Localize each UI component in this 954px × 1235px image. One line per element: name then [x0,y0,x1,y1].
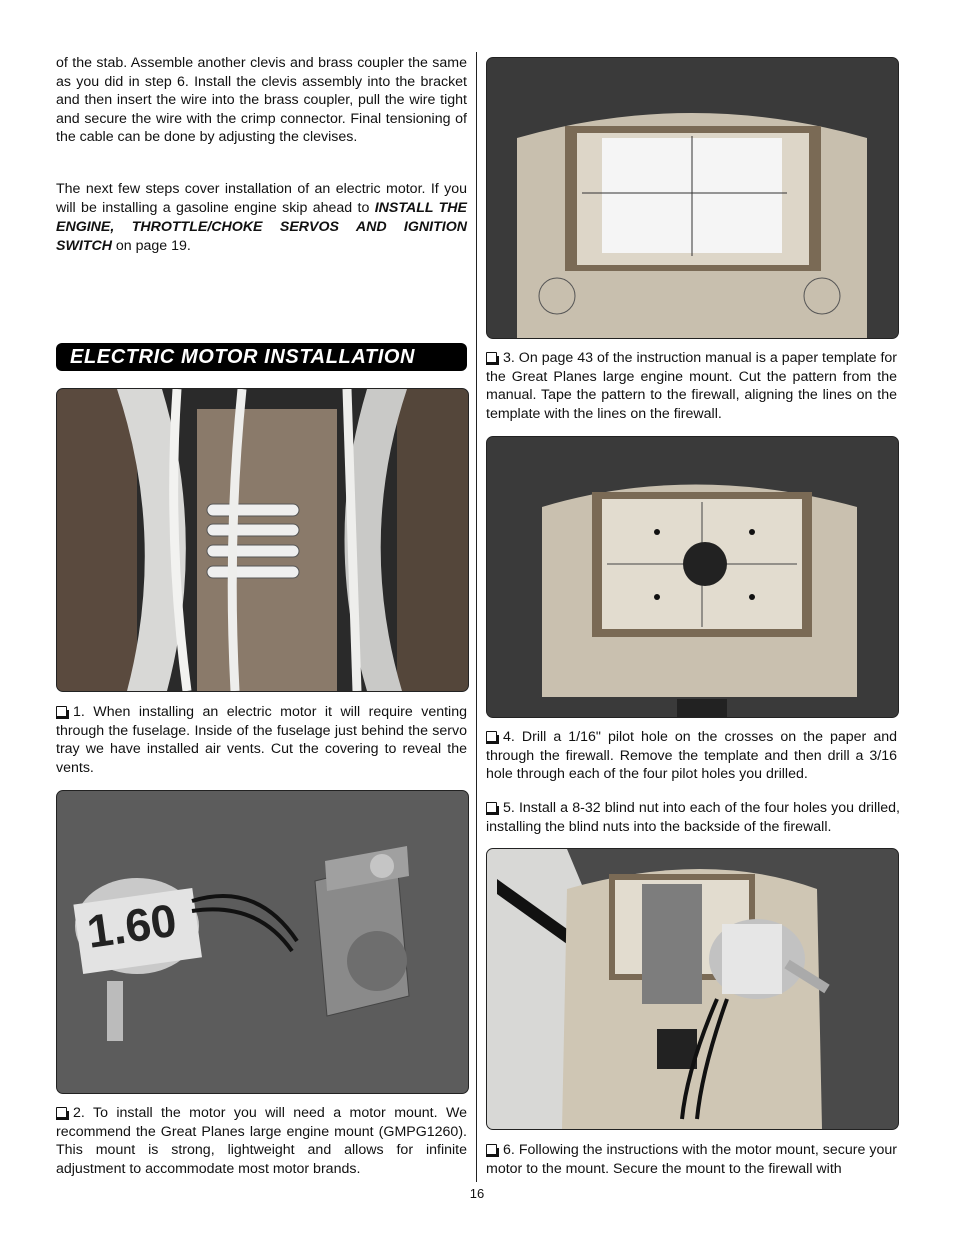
step-1-text [56,703,467,777]
step-6-label: 6. Following the instructions with the motor mount, secure your motor to the mount. Secure the mount to the firewall with [486,1142,897,1177]
step-4-label: 4. Drill a 1/16" pilot hole on the crosses on the paper and through the firewall. Remove the template and then drill a 3/16 hole through each of the four pilot holes you drilled. [486,729,897,783]
step-5-checkbox[interactable] [486,802,497,813]
page-number: 16 [469,1186,485,1201]
intro-continued-paragraph: of the stab. Assemble another clevis and brass coupler the same as you did in step 6. Install the clevis assembly into the bracket and then insert the wire into the brass coupler, pull the wire tight and secure the wire with the crimp connector. Final tensioning of the cable can be done by adjusting the clevises. [56,55,467,146]
note-text-1: The next few steps cover installation of an electric motor. If you will be installing a gasoline engine skip ahead to [56,181,467,216]
step-6-text [486,1141,897,1178]
gasoline-engine-link[interactable]: INSTALL THE ENGINE, THROTTLE/CHOKE SERVOS AND IGNITION SWITCH [56,200,467,254]
step-2-text [56,1104,467,1178]
column-divider [476,52,477,1182]
step-1-checkbox[interactable] [56,706,67,717]
step-3-label: 3. On page 43 of the instruction manual is a paper template for the Great Planes large engine mount. Cut the pattern from the manual. Tape the pattern to the firewall, aligning the lines on the template with the lines on the firewall. [486,350,897,422]
drilled-firewall-photo [486,436,899,718]
air-vents-photo [56,388,469,692]
step-3-checkbox[interactable] [486,352,497,363]
step-5-label: 5. Install a 8-32 blind nut into each of the four holes you drilled, installing the blind nuts into the backside of the firewall. [486,800,900,835]
step-2-checkbox[interactable] [56,1107,67,1118]
step-4-text [486,728,897,784]
section-title: ELECTRIC MOTOR INSTALLATION [56,343,467,371]
step-6-checkbox[interactable] [486,1144,497,1155]
step-5-text [486,799,900,836]
motor-mounted-photo [486,848,899,1130]
motor-label: 1.60 [83,893,180,958]
electric-motor-note [56,180,467,256]
step-2-label: 2. To install the motor you will need a motor mount. We recommend the Great Planes large engine mount (GMPG1260). This mount is strong, lightweight and allows for infinite adjustment to accommodate most motor brands. [56,1105,467,1177]
step-1-label: 1. When installing an electric motor it will require venting through the fuselage. Inside of the fuselage just behind the servo tray we have installed air vents. Cut the covering to reveal the vents. [56,704,467,776]
motor-and-mount-photo [56,790,469,1094]
step-4-checkbox[interactable] [486,731,497,742]
template-on-firewall-photo [486,57,899,339]
step-3-text [486,349,897,423]
note-text-2: on page 19. [111,238,191,254]
